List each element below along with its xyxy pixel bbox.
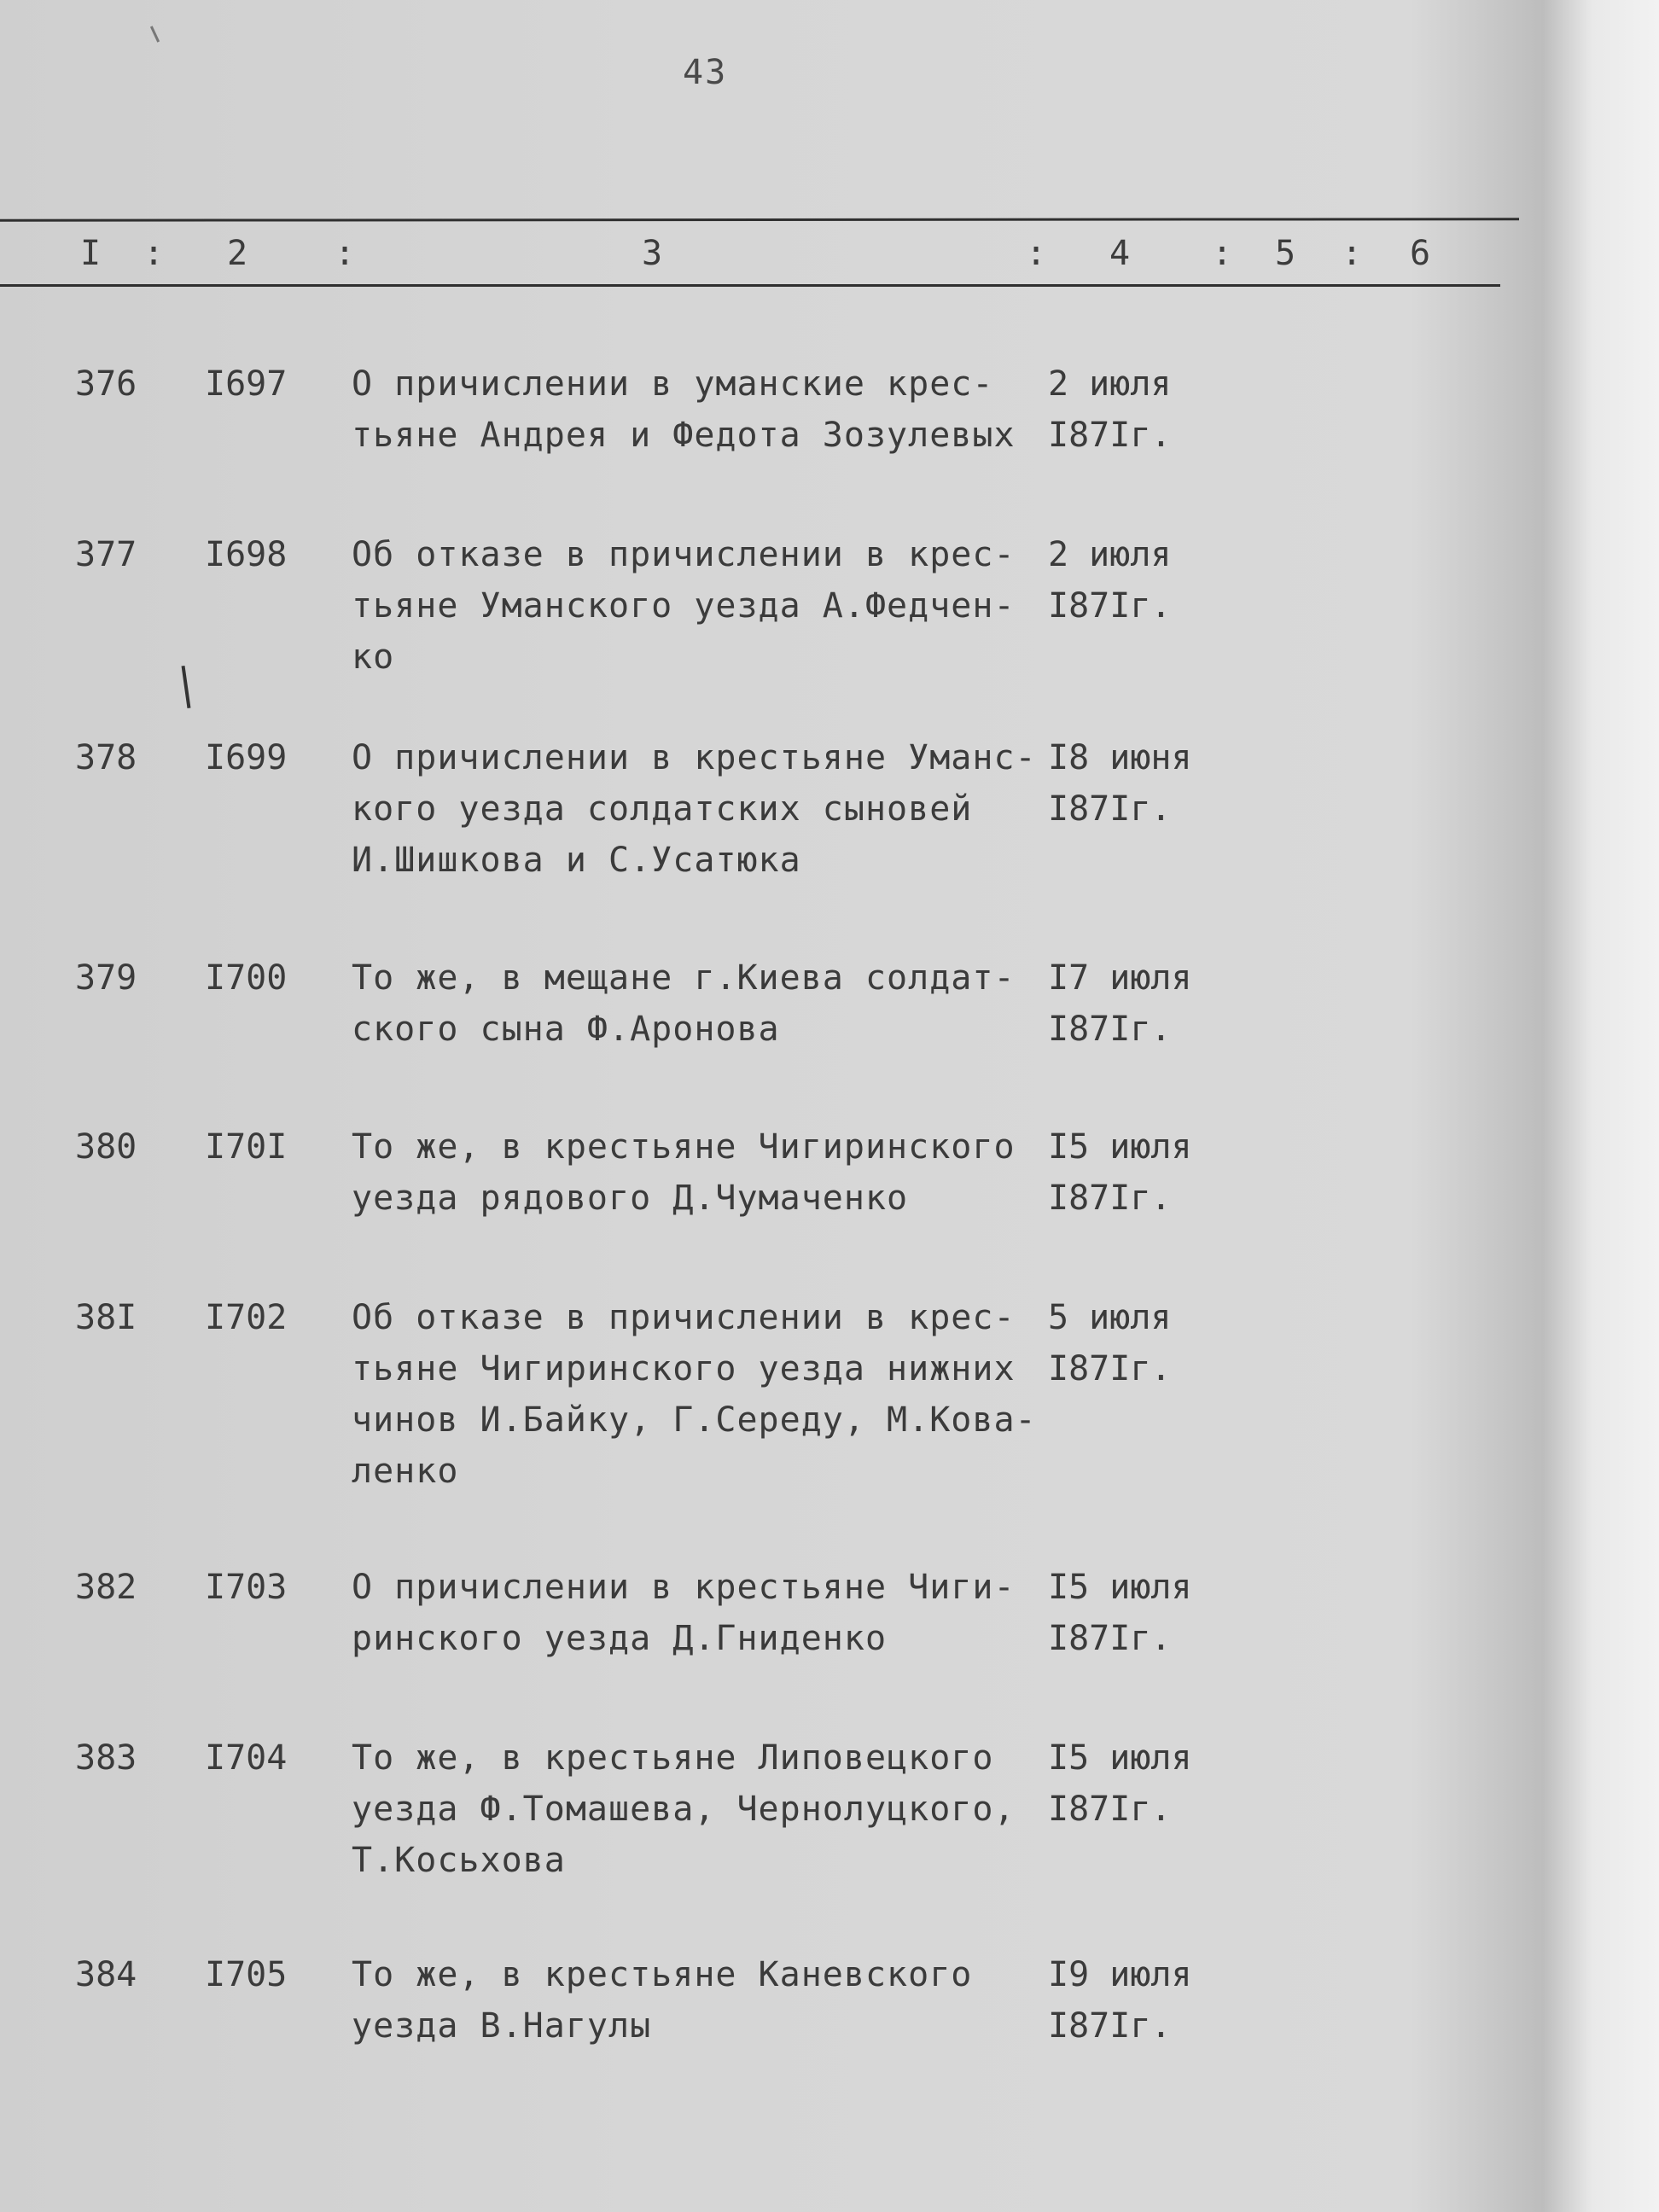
row-number: 38I xyxy=(75,1298,137,1337)
row-text-line: Т.Косьхова xyxy=(352,1841,566,1880)
row-date-year: I87Iг. xyxy=(1048,416,1172,455)
column-separator: : xyxy=(335,234,356,273)
row-text-line: Об отказе в причислении в крес- xyxy=(352,1298,1016,1337)
pen-mark xyxy=(182,666,191,708)
row-text-line: О причислении в крестьяне Чиги- xyxy=(352,1568,1016,1607)
row-code: I698 xyxy=(205,535,288,574)
row-text-line: О причислении в крестьяне Уманс- xyxy=(352,738,1037,777)
row-text-line: уезда рядового Д.Чумаченко xyxy=(352,1179,909,1218)
row-date-year: I87Iг. xyxy=(1048,789,1172,829)
row-text-line: ринского уезда Д.Гниденко xyxy=(352,1619,888,1658)
row-number: 377 xyxy=(75,535,137,574)
row-code: I703 xyxy=(205,1568,288,1607)
row-code: I699 xyxy=(205,738,288,777)
row-date-year: I87Iг. xyxy=(1048,586,1172,626)
row-text-line: ко xyxy=(352,637,395,677)
row-date-day: 2 июля xyxy=(1048,364,1172,404)
column-header-4: 4 xyxy=(1109,234,1131,273)
header-top-rule xyxy=(0,218,1519,222)
row-number: 384 xyxy=(75,1955,137,1994)
page-number: 43 xyxy=(683,53,728,92)
row-text-line: уезда Ф.Томашева, Чернолуцкого, xyxy=(352,1790,1016,1829)
row-text-line: тьяне Уманского уезда А.Федчен- xyxy=(352,586,1016,626)
row-date-year: I87Iг. xyxy=(1048,1349,1172,1388)
row-date-day: I5 июля xyxy=(1048,1568,1192,1607)
pen-mark xyxy=(150,26,160,42)
row-date-day: I9 июля xyxy=(1048,1955,1192,1994)
row-text-line: То же, в мещане г.Киева солдат- xyxy=(352,958,1016,998)
row-date-year: I87Iг. xyxy=(1048,1619,1172,1658)
row-text-line: тьяне Андрея и Федота Зозулевых xyxy=(352,416,1016,455)
row-date-day: I5 июля xyxy=(1048,1127,1192,1167)
row-code: I70I xyxy=(205,1127,288,1167)
row-code: I700 xyxy=(205,958,288,998)
row-text-line: Об отказе в причислении в крес- xyxy=(352,535,1016,574)
row-code: I702 xyxy=(205,1298,288,1337)
row-date-day: 5 июля xyxy=(1048,1298,1172,1337)
column-header-5: 5 xyxy=(1275,234,1296,273)
row-code: I705 xyxy=(205,1955,288,1994)
row-number: 380 xyxy=(75,1127,137,1167)
row-date-day: I5 июля xyxy=(1048,1738,1192,1778)
row-text-line: То же, в крестьяне Чигиринского xyxy=(352,1127,1016,1167)
row-text-line: О причислении в уманские крес- xyxy=(352,364,994,404)
column-header-2: 2 xyxy=(227,234,248,273)
row-date-year: I87Iг. xyxy=(1048,1790,1172,1829)
row-text-line: То же, в крестьяне Липовецкого xyxy=(352,1738,994,1778)
row-code: I697 xyxy=(205,364,288,404)
row-number: 379 xyxy=(75,958,137,998)
column-separator: : xyxy=(1026,234,1047,273)
row-text-line: ленко xyxy=(352,1452,459,1491)
column-header-3: 3 xyxy=(642,234,663,273)
row-number: 378 xyxy=(75,738,137,777)
row-text-line: То же, в крестьяне Каневского xyxy=(352,1955,973,1994)
header-bottom-rule xyxy=(0,284,1500,287)
row-date-year: I87Iг. xyxy=(1048,1010,1172,1049)
row-date-day: I8 июня xyxy=(1048,738,1192,777)
row-date-year: I87Iг. xyxy=(1048,1179,1172,1218)
row-number: 376 xyxy=(75,364,137,404)
row-text-line: кого уезда солдатских сыновей xyxy=(352,789,973,829)
row-code: I704 xyxy=(205,1738,288,1778)
row-text-line: чинов И.Байку, Г.Середу, М.Кова- xyxy=(352,1400,1037,1440)
column-separator: : xyxy=(1212,234,1233,273)
row-date-day: I7 июля xyxy=(1048,958,1192,998)
row-text-line: тьяне Чигиринского уезда нижних xyxy=(352,1349,1016,1388)
column-separator: : xyxy=(1342,234,1363,273)
row-number: 382 xyxy=(75,1568,137,1607)
row-text-line: уезда В.Нагулы xyxy=(352,2006,652,2046)
row-number: 383 xyxy=(75,1738,137,1778)
column-header-1: I xyxy=(80,234,102,273)
column-header-6: 6 xyxy=(1410,234,1431,273)
column-separator: : xyxy=(143,234,165,273)
row-text-line: ского сына Ф.Аронова xyxy=(352,1010,780,1049)
row-text-line: И.Шишкова и С.Усатюка xyxy=(352,841,801,880)
row-date-year: I87Iг. xyxy=(1048,2006,1172,2046)
row-date-day: 2 июля xyxy=(1048,535,1172,574)
